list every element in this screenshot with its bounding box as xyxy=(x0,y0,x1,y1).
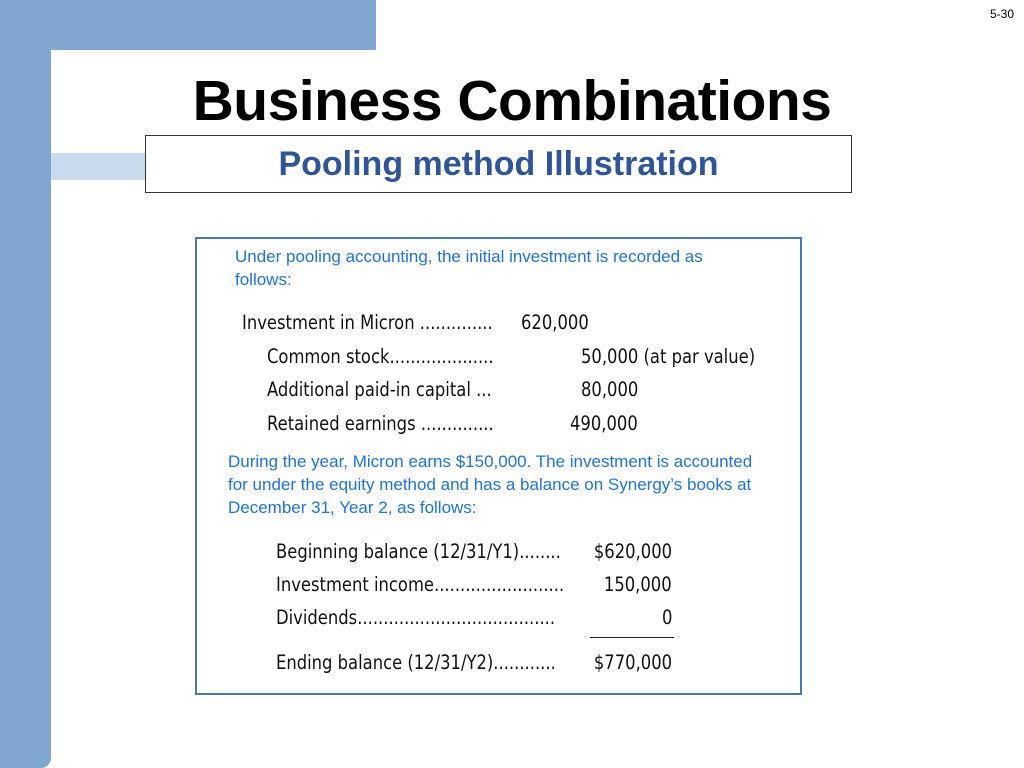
balance-row-label: Ending balance (12/31/Y2)............ xyxy=(276,651,556,674)
balance-row-amount: 150,000 xyxy=(604,573,672,596)
decor-top-bar xyxy=(0,0,376,50)
page-number: 5-30 xyxy=(989,7,1014,21)
journal-row-account: Additional paid-in capital ... xyxy=(267,378,492,401)
subtitle-box xyxy=(145,135,852,193)
balance-row-amount: $620,000 xyxy=(593,540,672,563)
balance-row-amount: 0 xyxy=(661,606,672,629)
balance-row-amount: $770,000 xyxy=(593,651,672,674)
journal-row-account: Investment in Micron .............. xyxy=(242,311,493,334)
journal-row-amount: 80,000 xyxy=(581,378,639,401)
journal-row-account: Common stock.................... xyxy=(267,345,494,368)
illustration-panel xyxy=(195,237,802,695)
slide-title: Business Combinations xyxy=(192,69,832,133)
journal-row-amount: 620,000 xyxy=(521,311,589,334)
balance-row-label: Investment income......................... xyxy=(276,573,565,596)
decor-mid-bar xyxy=(51,153,146,180)
balance-row-label: Beginning balance (12/31/Y1)........ xyxy=(276,540,561,563)
equity-method-text: During the year, Micron earns $150,000. The investment is accounted for under the equity method and has a balance on Synergy’s books at December 31, Year 2, as follows: xyxy=(228,452,753,517)
slide-subtitle: Pooling method Illustration xyxy=(278,144,719,183)
intro-text: Under pooling accounting, the initial investment is recorded as follows: xyxy=(235,247,703,289)
balance-row-label: Dividends...................................... xyxy=(276,606,556,629)
total-rule xyxy=(590,637,674,638)
journal-row-amount: 490,000 xyxy=(570,412,638,435)
journal-row-account: Retained earnings .............. xyxy=(267,412,494,435)
journal-row-amount: 50,000 (at par value) xyxy=(581,345,756,368)
